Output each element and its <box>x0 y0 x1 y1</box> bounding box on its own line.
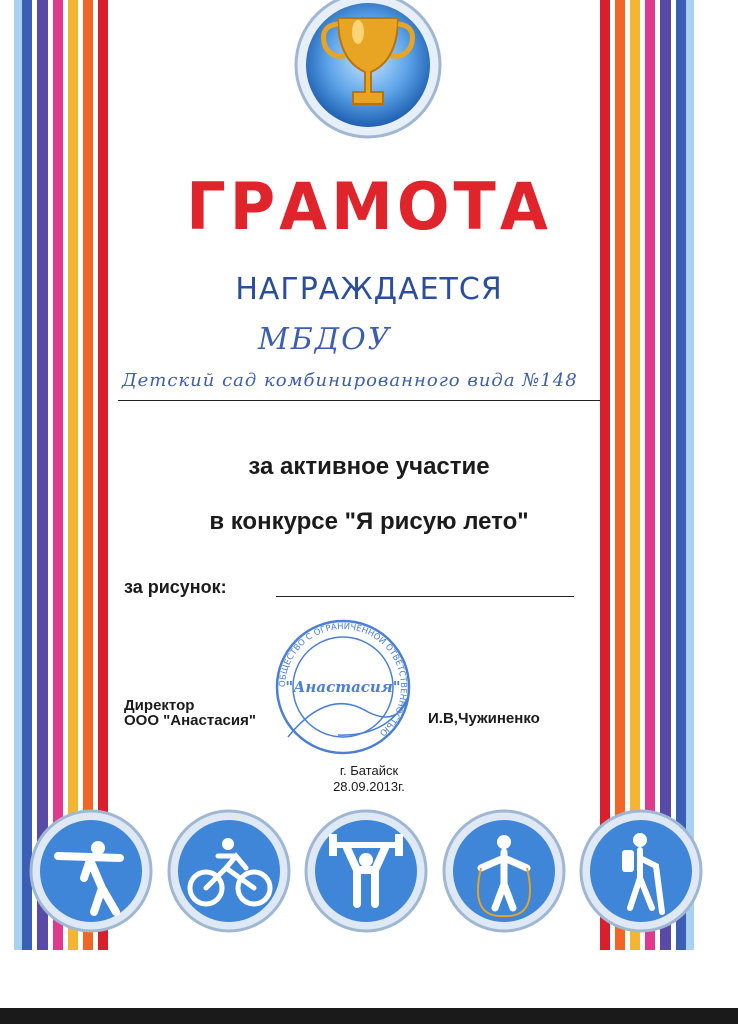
drawing-blank-line <box>276 596 574 597</box>
cycling-icon <box>166 808 292 934</box>
company-stamp <box>268 617 418 757</box>
drawing-label: за рисунок: <box>124 577 227 597</box>
director-name: И.В,Чужиненко <box>428 710 540 727</box>
recipient-handwritten-line2: Детский сад комбинированного вида №148 <box>122 370 578 391</box>
trophy-medal-icon <box>283 0 453 140</box>
director-title-line1: Директор <box>124 697 195 714</box>
shooting-icon <box>28 808 154 934</box>
stamp-center-text: "Анастасия" <box>285 678 401 696</box>
certificate-title: ГРАМОТА <box>186 168 552 245</box>
city: г. Батайск <box>339 763 399 778</box>
director-title-line2: ООО "Анастасия" <box>124 712 256 729</box>
stamp-ring-text: ОБЩЕСТВО С ОГРАНИЧЕННОЙ ОТВЕТСТВЕННОСТЬЮ <box>277 621 409 738</box>
jump-rope-icon <box>441 808 567 934</box>
recipient-underline <box>118 400 600 401</box>
reason-line1: за активное участие <box>248 453 490 480</box>
reason-line2: в конкурсе "Я рисую лето" <box>209 508 529 535</box>
issue-date: 28.09.2013г. <box>333 779 405 794</box>
scan-bottom-edge <box>0 1008 738 1024</box>
hiking-icon <box>578 808 704 934</box>
sport-icons-row <box>28 808 718 938</box>
awarded-heading: НАГРАЖДАЕТСЯ <box>235 272 503 307</box>
recipient-handwritten-line1: МБДОУ <box>258 322 392 357</box>
weightlifting-icon <box>303 808 429 934</box>
